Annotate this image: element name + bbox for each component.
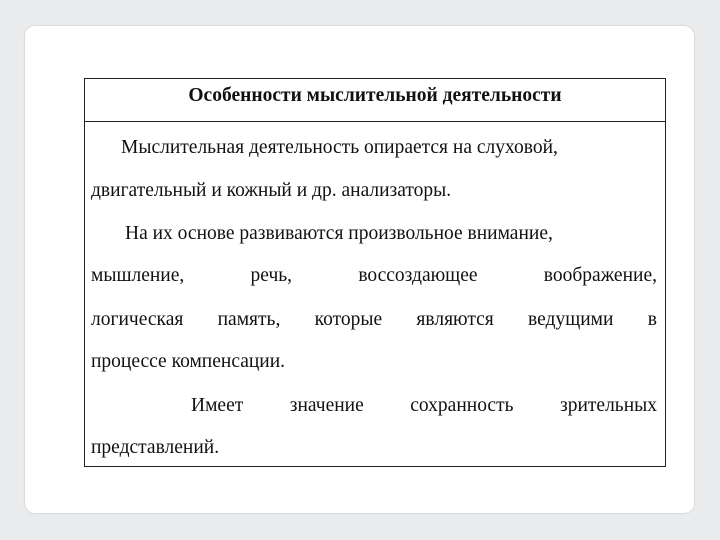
p1-line2: двигательный и кожный и др. анализаторы.: [91, 180, 452, 201]
content-table: [84, 78, 666, 467]
p3-word: зрительных: [560, 395, 657, 416]
p2-word: мышление,: [91, 265, 185, 286]
p3-line1: [191, 395, 657, 417]
p2-word: которые: [314, 309, 383, 330]
p2-word: в: [647, 309, 657, 330]
p3-word: значение: [289, 395, 364, 416]
p2-line2: [91, 265, 657, 287]
p1-line1: Мыслительная деятельность опирается на слуховой,: [121, 137, 558, 158]
p2-word: являются: [416, 309, 494, 330]
p2-line3: [91, 309, 657, 331]
p2-word: воссоздающее: [358, 265, 478, 286]
p2-line4: процессе компенсации.: [91, 351, 286, 372]
p3-word: Имеет: [191, 395, 244, 416]
p2-line1: На их основе развиваются произвольное внимание,: [125, 223, 553, 244]
p2-word: ведущими: [528, 309, 614, 330]
p2-word: память,: [217, 309, 281, 330]
table-header: Особенности мыслительной деятельности: [85, 79, 665, 122]
p2-word: логическая: [91, 309, 184, 330]
p3-line2: представлений.: [91, 437, 220, 458]
p2-word: речь,: [250, 265, 293, 286]
p3-word: сохранность: [410, 395, 514, 416]
p2-word: воображение,: [543, 265, 657, 286]
